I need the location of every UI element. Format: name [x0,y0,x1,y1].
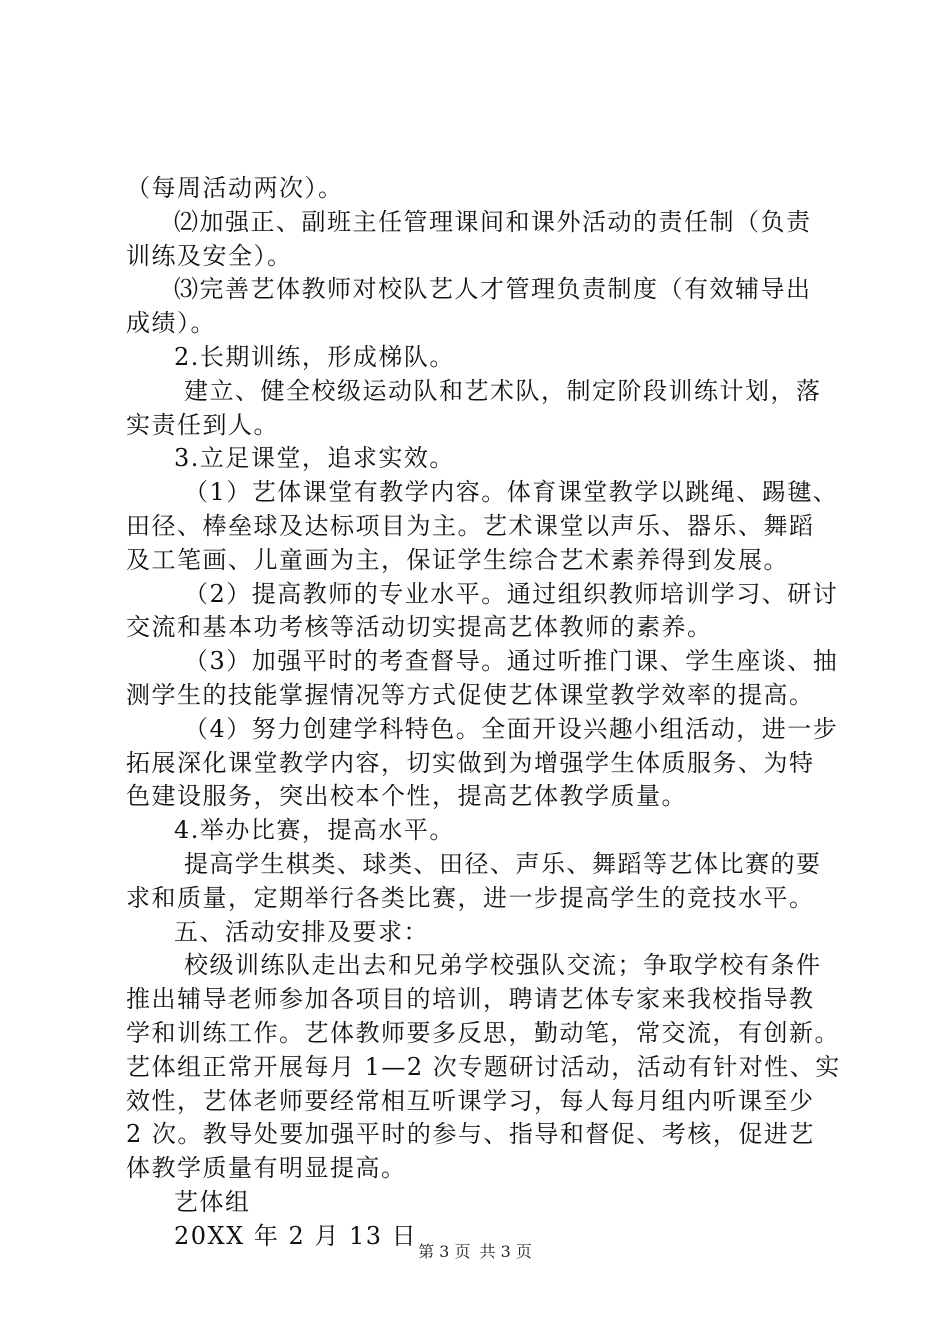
text-line: 2 次。教导处要加强平时的参与、指导和督促、考核，促进艺 [126,1120,815,1149]
text-line: 提高学生棋类、球类、田径、声乐、舞蹈等艺体比赛的要 [184,849,822,878]
body-text [126,172,841,1254]
text-line: （1）艺体课堂有教学内容。体育课堂教学以跳绳、踢毽、 [184,478,839,507]
text-line: （每周活动两次）。 [126,174,344,202]
text-line: 求和质量，定期举行各类比赛，进一步提高学生的竞技水平。 [126,883,815,912]
page-footer [0,1242,950,1262]
text-line: 田径、棒垒球及达标项目为主。艺术课堂以声乐、器乐、舞蹈 [126,511,815,540]
page-number: 第 3 页 [418,1242,471,1261]
text-line: 效性，艺体老师要经常相互听课学习，每人每月组内听课至少 [126,1086,815,1115]
signature-date: 20XX 年 2 月 13 日 [174,1221,418,1250]
text-line: 拓展深化课堂教学内容，切实做到为增强学生体质服务、为特 [126,748,815,777]
signature-group: 艺体组 [174,1187,251,1216]
section-heading: 3.立足课堂，追求实效。 [174,444,455,473]
text-line: 测学生的技能掌握情况等方式促使艺体课堂教学效率的提高。 [126,680,815,709]
text-line: 训练及安全）。 [126,241,293,270]
section-heading: 2.长期训练，形成梯队。 [174,342,455,371]
text-line: （4）努力创建学科特色。全面开设兴趣小组活动，进一步 [184,714,839,743]
text-line: 校级训练队走出去和兄弟学校强队交流；争取学校有条件 [184,951,822,980]
text-line: 体教学质量有明显提高。 [126,1154,407,1183]
text-line: 推出辅导老师参加各项目的培训，聘请艺体专家来我校指导教 [126,985,815,1014]
text-line: （3）加强平时的考查督导。通过听推门课、学生座谈、抽 [184,647,839,676]
text-line: 及工笔画、儿童画为主，保证学生综合艺术素养得到发展。 [126,545,789,574]
text-line: 建立、健全校级运动队和艺术队，制定阶段训练计划，落 [184,376,822,405]
page-total: 共 3 页 [479,1242,532,1261]
text-line: ⑶完善艺体教师对校队艺人才管理负责制度（有效辅导出 [174,275,812,304]
text-line: ⑵加强正、副班主任管理课间和课外活动的责任制（负责 [174,207,812,236]
text-line: 实责任到人。 [126,410,279,439]
text-line: 艺体组正常开展每月 1—2 次专题研讨活动，活动有针对性、实 [126,1052,841,1081]
text-line: 色建设服务，突出校本个性，提高艺体教学质量。 [126,782,687,811]
text-line: （2）提高教师的专业水平。通过组织教师培训学习、研讨 [184,579,839,608]
section-heading: 五、活动安排及要求： [174,917,429,946]
text-line: 交流和基本功考核等活动切实提高艺体教师的素养。 [126,613,713,642]
text-line: 学和训练工作。艺体教师要多反思，勤动笔，常交流，有创新。 [126,1018,840,1047]
section-heading: 4.举办比赛，提高水平。 [174,816,455,845]
text-line: 成绩）。 [126,309,216,338]
